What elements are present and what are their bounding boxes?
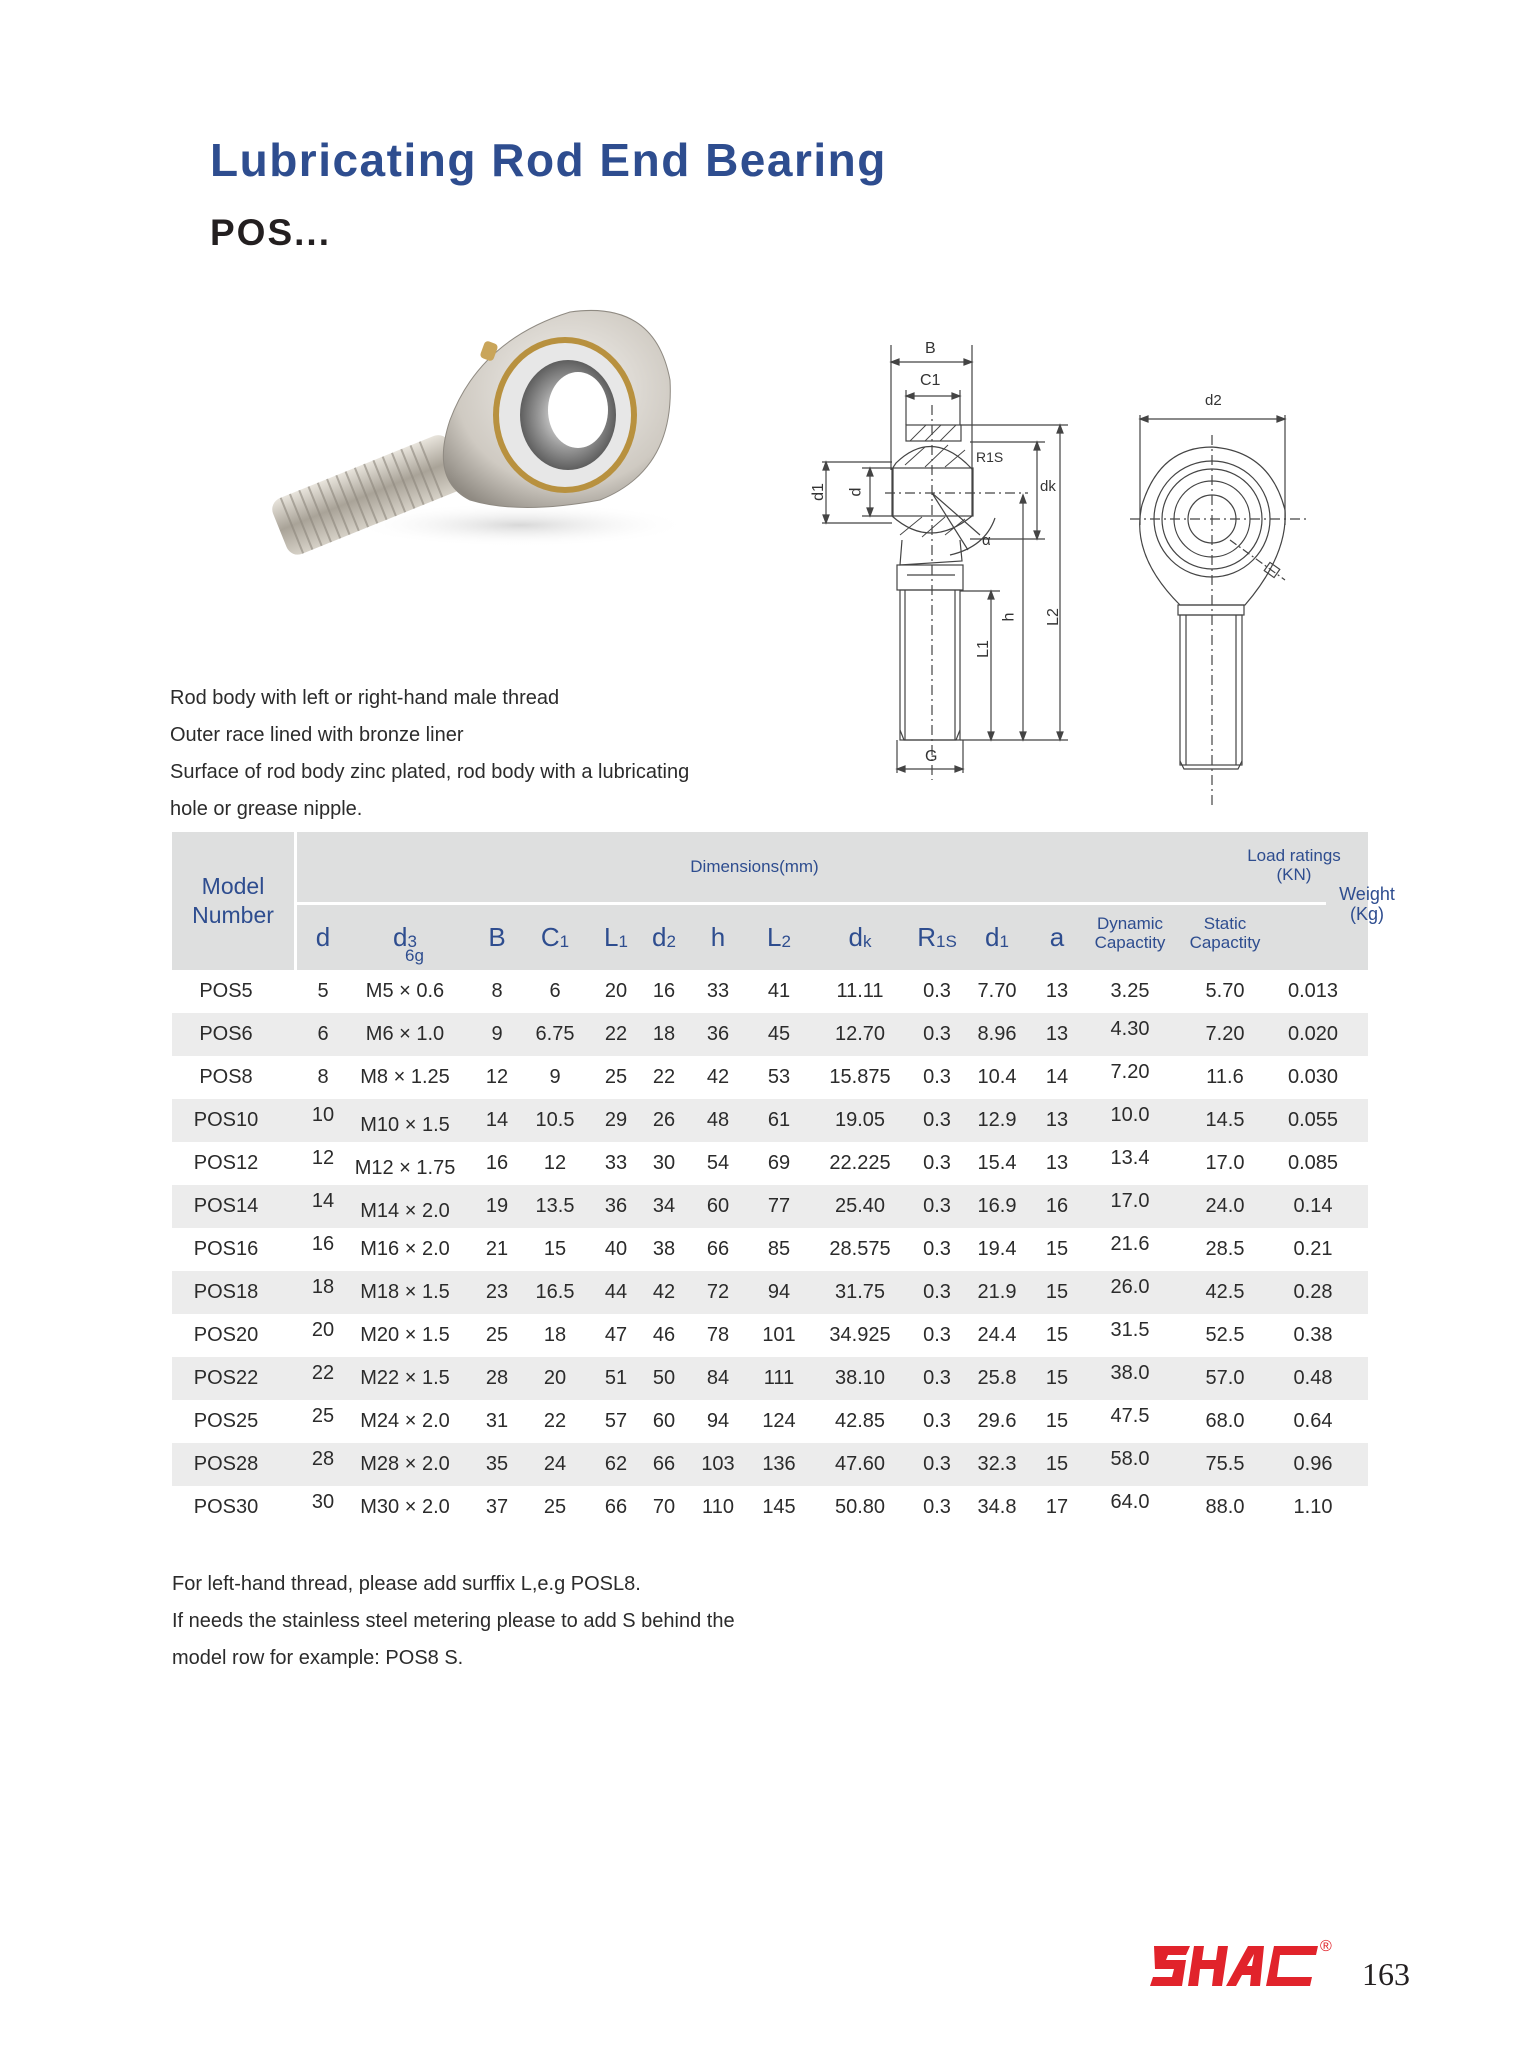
cell-dk: 25.40 bbox=[834, 1195, 886, 1217]
table-row bbox=[172, 1056, 1368, 1099]
cell-d2: 18 bbox=[652, 1023, 676, 1045]
weight-header-line1: Weight bbox=[1339, 884, 1395, 904]
model-header-line1: Model bbox=[201, 873, 265, 899]
cell-B: 9 bbox=[491, 1023, 503, 1045]
product-photo bbox=[250, 300, 690, 560]
cell-R1S: 0.3 bbox=[923, 1152, 951, 1174]
description-line: Surface of rod body zinc plated, rod body with a lubricating bbox=[170, 761, 690, 783]
cell-d1: 29.6 bbox=[977, 1410, 1017, 1432]
cell-B: 37 bbox=[485, 1496, 509, 1518]
ordering-notes bbox=[172, 1566, 735, 1677]
col-header-d3: $d_3$ 6g bbox=[393, 922, 424, 965]
cell-R1S: 0.3 bbox=[923, 1367, 951, 1389]
cell-a: 15 bbox=[1045, 1453, 1069, 1475]
cell-weight: 0.055 bbox=[1287, 1109, 1339, 1131]
table-row bbox=[172, 1142, 1368, 1185]
cell-B: 8 bbox=[491, 980, 503, 1002]
cell-d2: 70 bbox=[652, 1496, 676, 1518]
cell-C1: 25 bbox=[543, 1496, 567, 1518]
cell-L1: 62 bbox=[604, 1453, 628, 1475]
cell-d3: M18 × 1.5 bbox=[360, 1281, 450, 1303]
model-header-line2: Number bbox=[192, 902, 274, 928]
cell-dk: 31.75 bbox=[834, 1281, 886, 1303]
cell-d3: M16 × 2.0 bbox=[360, 1238, 450, 1260]
cell-d3: M24 × 2.0 bbox=[360, 1410, 450, 1432]
cell-d1: 24.4 bbox=[977, 1324, 1017, 1346]
cell-d2: 38 bbox=[652, 1238, 676, 1260]
cell-weight: 0.020 bbox=[1287, 1023, 1339, 1045]
cell-weight: 0.085 bbox=[1287, 1152, 1339, 1174]
label-h: h bbox=[1000, 612, 1018, 622]
cell-static: 28.5 bbox=[1205, 1238, 1245, 1260]
cell-a: 15 bbox=[1045, 1410, 1069, 1432]
cell-d: 12 bbox=[311, 1147, 335, 1169]
cell-static: 88.0 bbox=[1205, 1496, 1245, 1518]
cell-d: 25 bbox=[311, 1405, 335, 1427]
cell-R1S: 0.3 bbox=[923, 1324, 951, 1346]
cell-d1: 7.70 bbox=[977, 980, 1017, 1002]
cell-C1: 22 bbox=[543, 1410, 567, 1432]
cell-L2: 69 bbox=[767, 1152, 791, 1174]
cell-dk: 22.225 bbox=[829, 1152, 891, 1174]
cell-d1: 21.9 bbox=[977, 1281, 1017, 1303]
col-header-d1: $d_1$ bbox=[985, 922, 1009, 952]
cell-d2: 34 bbox=[652, 1195, 676, 1217]
specification-table bbox=[172, 832, 1395, 1529]
cell-weight: 0.28 bbox=[1293, 1281, 1333, 1303]
cell-dk: 50.80 bbox=[834, 1496, 886, 1518]
cell-R1S: 0.3 bbox=[923, 1281, 951, 1303]
cell-static: 7.20 bbox=[1205, 1023, 1245, 1045]
cell-h: 42 bbox=[706, 1066, 730, 1088]
cell-L1: 40 bbox=[604, 1238, 628, 1260]
col-header-dynamic: Dynamic Capactity bbox=[1094, 914, 1166, 952]
table-row bbox=[172, 1314, 1368, 1357]
cell-d1: 10.4 bbox=[977, 1066, 1017, 1088]
cell-d2: 46 bbox=[652, 1324, 676, 1346]
table-row bbox=[172, 1228, 1368, 1271]
cell-model: POS12 bbox=[193, 1152, 259, 1174]
cell-model: POS14 bbox=[193, 1195, 259, 1217]
cell-L1: 47 bbox=[604, 1324, 628, 1346]
cell-dynamic: 4.30 bbox=[1110, 1018, 1150, 1040]
table-row bbox=[172, 1486, 1368, 1529]
cell-L2: 101 bbox=[762, 1324, 796, 1346]
table-body bbox=[172, 970, 1368, 1529]
cell-d3: M8 × 1.25 bbox=[360, 1066, 450, 1088]
cell-a: 13 bbox=[1045, 1109, 1069, 1131]
load-header-line2: (KN) bbox=[1276, 865, 1312, 884]
description-line: Rod body with left or right-hand male thread bbox=[170, 687, 560, 709]
cell-static: 52.5 bbox=[1205, 1324, 1245, 1346]
cell-L1: 20 bbox=[604, 980, 628, 1002]
cell-L2: 85 bbox=[767, 1238, 791, 1260]
cell-L1: 66 bbox=[604, 1496, 628, 1518]
cell-R1S: 0.3 bbox=[923, 980, 951, 1002]
cell-static: 17.0 bbox=[1205, 1152, 1245, 1174]
page-number: 163 bbox=[1362, 1956, 1410, 1992]
cell-h: 36 bbox=[706, 1023, 730, 1045]
cell-static: 24.0 bbox=[1205, 1195, 1245, 1217]
label-L1: L1 bbox=[974, 640, 992, 658]
cell-d3: M14 × 2.0 bbox=[360, 1200, 450, 1222]
description-line: hole or grease nipple. bbox=[170, 798, 363, 820]
cell-model: POS20 bbox=[193, 1324, 259, 1346]
dimensions-header: Dimensions(mm) bbox=[297, 832, 1212, 905]
cell-dk: 15.875 bbox=[829, 1066, 891, 1088]
cell-h: 48 bbox=[706, 1109, 730, 1131]
cell-dk: 19.05 bbox=[834, 1109, 886, 1131]
cell-d2: 60 bbox=[652, 1410, 676, 1432]
cell-h: 72 bbox=[706, 1281, 730, 1303]
cell-static: 57.0 bbox=[1205, 1367, 1245, 1389]
cell-d1: 19.4 bbox=[977, 1238, 1017, 1260]
cell-dk: 42.85 bbox=[834, 1410, 886, 1432]
cell-static: 5.70 bbox=[1205, 980, 1245, 1002]
cell-L2: 41 bbox=[767, 980, 791, 1002]
cell-L1: 36 bbox=[604, 1195, 628, 1217]
model-number-header bbox=[172, 832, 297, 970]
weight-header bbox=[1272, 884, 1462, 924]
cell-d1: 16.9 bbox=[977, 1195, 1017, 1217]
cell-static: 14.5 bbox=[1205, 1109, 1245, 1131]
cell-C1: 16.5 bbox=[535, 1281, 575, 1303]
table-row bbox=[172, 1185, 1368, 1228]
cell-weight: 0.38 bbox=[1293, 1324, 1333, 1346]
table-row bbox=[172, 1271, 1368, 1314]
page-title: Lubricating Rod End Bearing bbox=[210, 134, 887, 186]
cell-B: 21 bbox=[485, 1238, 509, 1260]
cell-d: 14 bbox=[311, 1190, 335, 1212]
cell-dynamic: 3.25 bbox=[1110, 980, 1150, 1002]
cell-B: 23 bbox=[485, 1281, 509, 1303]
note-line: For left-hand thread, please add surffix L,e.g POSL8. bbox=[172, 1573, 641, 1595]
load-ratings-header bbox=[1212, 846, 1376, 884]
cell-L1: 29 bbox=[604, 1109, 628, 1131]
cell-R1S: 0.3 bbox=[923, 1238, 951, 1260]
cell-C1: 6 bbox=[549, 980, 561, 1002]
cell-a: 13 bbox=[1045, 980, 1069, 1002]
cell-h: 78 bbox=[706, 1324, 730, 1346]
cell-B: 14 bbox=[485, 1109, 509, 1131]
cell-C1: 6.75 bbox=[535, 1023, 575, 1045]
cell-d2: 22 bbox=[652, 1066, 676, 1088]
cell-weight: 0.96 bbox=[1293, 1453, 1333, 1475]
cell-d2: 30 bbox=[652, 1152, 676, 1174]
cell-C1: 12 bbox=[543, 1152, 567, 1174]
cell-weight: 0.030 bbox=[1287, 1066, 1339, 1088]
label-d2: d2 bbox=[1205, 392, 1222, 409]
cell-d1: 8.96 bbox=[977, 1023, 1017, 1045]
label-R1S: R1S bbox=[976, 449, 1004, 465]
cell-model: POS10 bbox=[193, 1109, 259, 1131]
table-header bbox=[172, 832, 1395, 970]
cell-d: 6 bbox=[317, 1023, 329, 1045]
cell-weight: 0.21 bbox=[1293, 1238, 1333, 1260]
cell-dynamic: 10.0 bbox=[1110, 1104, 1150, 1126]
cell-a: 15 bbox=[1045, 1324, 1069, 1346]
cell-R1S: 0.3 bbox=[923, 1195, 951, 1217]
cell-L2: 45 bbox=[767, 1023, 791, 1045]
cell-R1S: 0.3 bbox=[923, 1410, 951, 1432]
cell-model: POS30 bbox=[193, 1496, 259, 1518]
cell-h: 84 bbox=[706, 1367, 730, 1389]
cell-dynamic: 58.0 bbox=[1110, 1448, 1150, 1470]
cell-L1: 25 bbox=[604, 1066, 628, 1088]
cell-L1: 44 bbox=[604, 1281, 628, 1303]
cell-h: 110 bbox=[702, 1496, 734, 1518]
cell-d3: M28 × 2.0 bbox=[360, 1453, 450, 1475]
cell-d2: 26 bbox=[652, 1109, 676, 1131]
cell-L2: 94 bbox=[767, 1281, 791, 1303]
cell-d2: 66 bbox=[652, 1453, 676, 1475]
note-line: If needs the stainless steel metering please to add S behind the bbox=[172, 1610, 735, 1632]
col-header-static: Static Capactity bbox=[1189, 914, 1261, 952]
label-G: G bbox=[925, 748, 938, 765]
table-row bbox=[172, 1400, 1368, 1443]
cell-dynamic: 64.0 bbox=[1110, 1491, 1150, 1513]
cell-d1: 32.3 bbox=[977, 1453, 1017, 1475]
table-row bbox=[172, 1013, 1368, 1056]
cell-static: 75.5 bbox=[1205, 1453, 1245, 1475]
cell-h: 66 bbox=[706, 1238, 730, 1260]
label-L2: L2 bbox=[1044, 608, 1062, 626]
cell-L2: 77 bbox=[767, 1195, 791, 1217]
cell-dynamic: 31.5 bbox=[1110, 1319, 1150, 1341]
cell-d3: M12 × 1.75 bbox=[354, 1157, 456, 1179]
cell-static: 68.0 bbox=[1205, 1410, 1245, 1432]
cell-dk: 38.10 bbox=[834, 1367, 886, 1389]
cell-weight: 0.14 bbox=[1293, 1195, 1333, 1217]
cell-d2: 16 bbox=[652, 980, 676, 1002]
col-header-B: B bbox=[488, 922, 506, 952]
cell-B: 19 bbox=[485, 1195, 509, 1217]
label-d1: d1 bbox=[809, 483, 827, 501]
cell-h: 60 bbox=[706, 1195, 730, 1217]
cell-R1S: 0.3 bbox=[923, 1496, 951, 1518]
cell-C1: 20 bbox=[543, 1367, 567, 1389]
cell-C1: 10.5 bbox=[535, 1109, 575, 1131]
cell-d: 28 bbox=[311, 1448, 335, 1470]
cell-d: 30 bbox=[311, 1491, 335, 1513]
cell-h: 94 bbox=[706, 1410, 730, 1432]
weight-header-line2: (Kg) bbox=[1349, 904, 1384, 924]
cell-weight: 1.10 bbox=[1293, 1496, 1333, 1518]
cell-weight: 0.64 bbox=[1293, 1410, 1333, 1432]
cell-d1: 25.8 bbox=[977, 1367, 1017, 1389]
cell-L1: 57 bbox=[604, 1410, 628, 1432]
cell-R1S: 0.3 bbox=[923, 1066, 951, 1088]
cell-L1: 33 bbox=[604, 1152, 628, 1174]
cell-B: 25 bbox=[485, 1324, 509, 1346]
cell-model: POS18 bbox=[193, 1281, 259, 1303]
cell-C1: 24 bbox=[543, 1453, 567, 1475]
cell-d1: 34.8 bbox=[977, 1496, 1017, 1518]
cell-dk: 34.925 bbox=[829, 1324, 891, 1346]
cell-d1: 15.4 bbox=[977, 1152, 1017, 1174]
cell-L1: 22 bbox=[604, 1023, 628, 1045]
col-header-dk: $d_k$ bbox=[848, 922, 872, 952]
cell-a: 13 bbox=[1045, 1023, 1069, 1045]
cell-dynamic: 26.0 bbox=[1110, 1276, 1150, 1298]
cell-d3: M10 × 1.5 bbox=[360, 1114, 450, 1136]
cell-R1S: 0.3 bbox=[923, 1453, 951, 1475]
load-header-line1: Load ratings bbox=[1247, 846, 1341, 865]
cell-d: 20 bbox=[311, 1319, 335, 1341]
col-header-L1: $L_1$ bbox=[604, 922, 628, 952]
col-header-a: a bbox=[1049, 922, 1065, 952]
cell-d: 18 bbox=[311, 1276, 335, 1298]
product-description bbox=[170, 680, 689, 828]
cell-dynamic: 13.4 bbox=[1110, 1147, 1150, 1169]
cell-C1: 9 bbox=[549, 1066, 561, 1088]
label-B: B bbox=[925, 340, 936, 357]
label-alpha: α bbox=[982, 532, 991, 549]
cell-h: 54 bbox=[706, 1152, 730, 1174]
cell-L2: 136 bbox=[762, 1453, 796, 1475]
cell-a: 15 bbox=[1045, 1238, 1069, 1260]
cell-C1: 18 bbox=[543, 1324, 567, 1346]
cell-model: POS5 bbox=[199, 980, 253, 1002]
cell-model: POS25 bbox=[193, 1410, 259, 1432]
cell-weight: 0.013 bbox=[1287, 980, 1339, 1002]
cell-L2: 53 bbox=[767, 1066, 791, 1088]
cell-dk: 47.60 bbox=[834, 1453, 886, 1475]
cell-weight: 0.48 bbox=[1293, 1367, 1333, 1389]
cell-d3: M20 × 1.5 bbox=[360, 1324, 450, 1346]
cell-dk: 11.11 bbox=[836, 980, 884, 1002]
cell-d1: 12.9 bbox=[977, 1109, 1017, 1131]
cell-d2: 42 bbox=[652, 1281, 676, 1303]
cell-L2: 111 bbox=[763, 1367, 795, 1389]
cell-a: 17 bbox=[1045, 1496, 1069, 1518]
cell-dynamic: 21.6 bbox=[1110, 1233, 1150, 1255]
col-header-R1S: $R_{1S}$ bbox=[917, 922, 957, 952]
description-line: Outer race lined with bronze liner bbox=[170, 724, 464, 746]
cell-dynamic: 47.5 bbox=[1110, 1405, 1150, 1427]
cell-d: 8 bbox=[317, 1066, 329, 1088]
cell-L2: 145 bbox=[762, 1496, 796, 1518]
table-row bbox=[172, 1443, 1368, 1486]
cell-d3: M30 × 2.0 bbox=[360, 1496, 450, 1518]
table-row bbox=[172, 1357, 1368, 1400]
cell-h: 33 bbox=[706, 980, 730, 1002]
cell-L2: 124 bbox=[762, 1410, 796, 1432]
cell-d3: M22 × 1.5 bbox=[360, 1367, 450, 1389]
cell-d: 5 bbox=[317, 980, 329, 1002]
cell-model: POS6 bbox=[199, 1023, 253, 1045]
cell-d: 10 bbox=[311, 1104, 335, 1126]
registered-mark: ® bbox=[1320, 1938, 1332, 1955]
col-header-h: h bbox=[710, 922, 726, 952]
cell-a: 15 bbox=[1045, 1281, 1069, 1303]
cell-R1S: 0.3 bbox=[923, 1023, 951, 1045]
cell-h: 103 bbox=[701, 1453, 735, 1475]
cell-L2: 61 bbox=[767, 1109, 791, 1131]
cell-d3: M5 × 0.6 bbox=[365, 980, 445, 1002]
col-header-d2: $d_2$ bbox=[652, 922, 676, 952]
cell-C1: 13.5 bbox=[535, 1195, 575, 1217]
cell-B: 35 bbox=[485, 1453, 509, 1475]
shac-logo bbox=[1150, 1938, 1320, 1994]
cell-B: 12 bbox=[485, 1066, 509, 1088]
cell-dynamic: 38.0 bbox=[1110, 1362, 1150, 1384]
front-view-drawing bbox=[1120, 385, 1320, 805]
label-dk: dk bbox=[1040, 478, 1056, 495]
side-view-drawing bbox=[800, 335, 1100, 785]
cell-C1: 15 bbox=[543, 1238, 567, 1260]
col-header-C1: $C_1$ bbox=[540, 922, 570, 952]
cell-B: 28 bbox=[485, 1367, 509, 1389]
cell-dynamic: 17.0 bbox=[1110, 1190, 1150, 1212]
cell-R1S: 0.3 bbox=[923, 1109, 951, 1131]
series-label: POS... bbox=[210, 212, 331, 253]
col-header-d: d bbox=[315, 922, 331, 952]
cell-model: POS22 bbox=[193, 1367, 259, 1389]
cell-d3: M6 × 1.0 bbox=[365, 1023, 445, 1045]
cell-model: POS28 bbox=[193, 1453, 259, 1475]
cell-a: 15 bbox=[1045, 1367, 1069, 1389]
cell-d: 22 bbox=[311, 1362, 335, 1384]
cell-a: 13 bbox=[1045, 1152, 1069, 1174]
table-row bbox=[172, 970, 1368, 1013]
col-header-L2: $L_2$ bbox=[767, 922, 791, 952]
d3-tolerance: 6g bbox=[405, 946, 424, 965]
cell-a: 16 bbox=[1045, 1195, 1069, 1217]
cell-d2: 50 bbox=[652, 1367, 676, 1389]
table-row bbox=[172, 1099, 1368, 1142]
cell-a: 14 bbox=[1045, 1066, 1069, 1088]
cell-dk: 12.70 bbox=[834, 1023, 886, 1045]
cell-dk: 28.575 bbox=[829, 1238, 891, 1260]
cell-d: 16 bbox=[311, 1233, 335, 1255]
cell-static: 42.5 bbox=[1205, 1281, 1245, 1303]
cell-model: POS8 bbox=[199, 1066, 253, 1088]
cell-B: 16 bbox=[485, 1152, 509, 1174]
cell-L1: 51 bbox=[604, 1367, 628, 1389]
label-C1: C1 bbox=[920, 372, 941, 389]
cell-B: 31 bbox=[485, 1410, 509, 1432]
label-d: d bbox=[847, 487, 865, 497]
cell-static: 11.6 bbox=[1206, 1066, 1244, 1088]
note-line: model row for example: POS8 S. bbox=[172, 1647, 464, 1669]
cell-dynamic: 7.20 bbox=[1110, 1061, 1150, 1083]
cell-model: POS16 bbox=[193, 1238, 259, 1260]
